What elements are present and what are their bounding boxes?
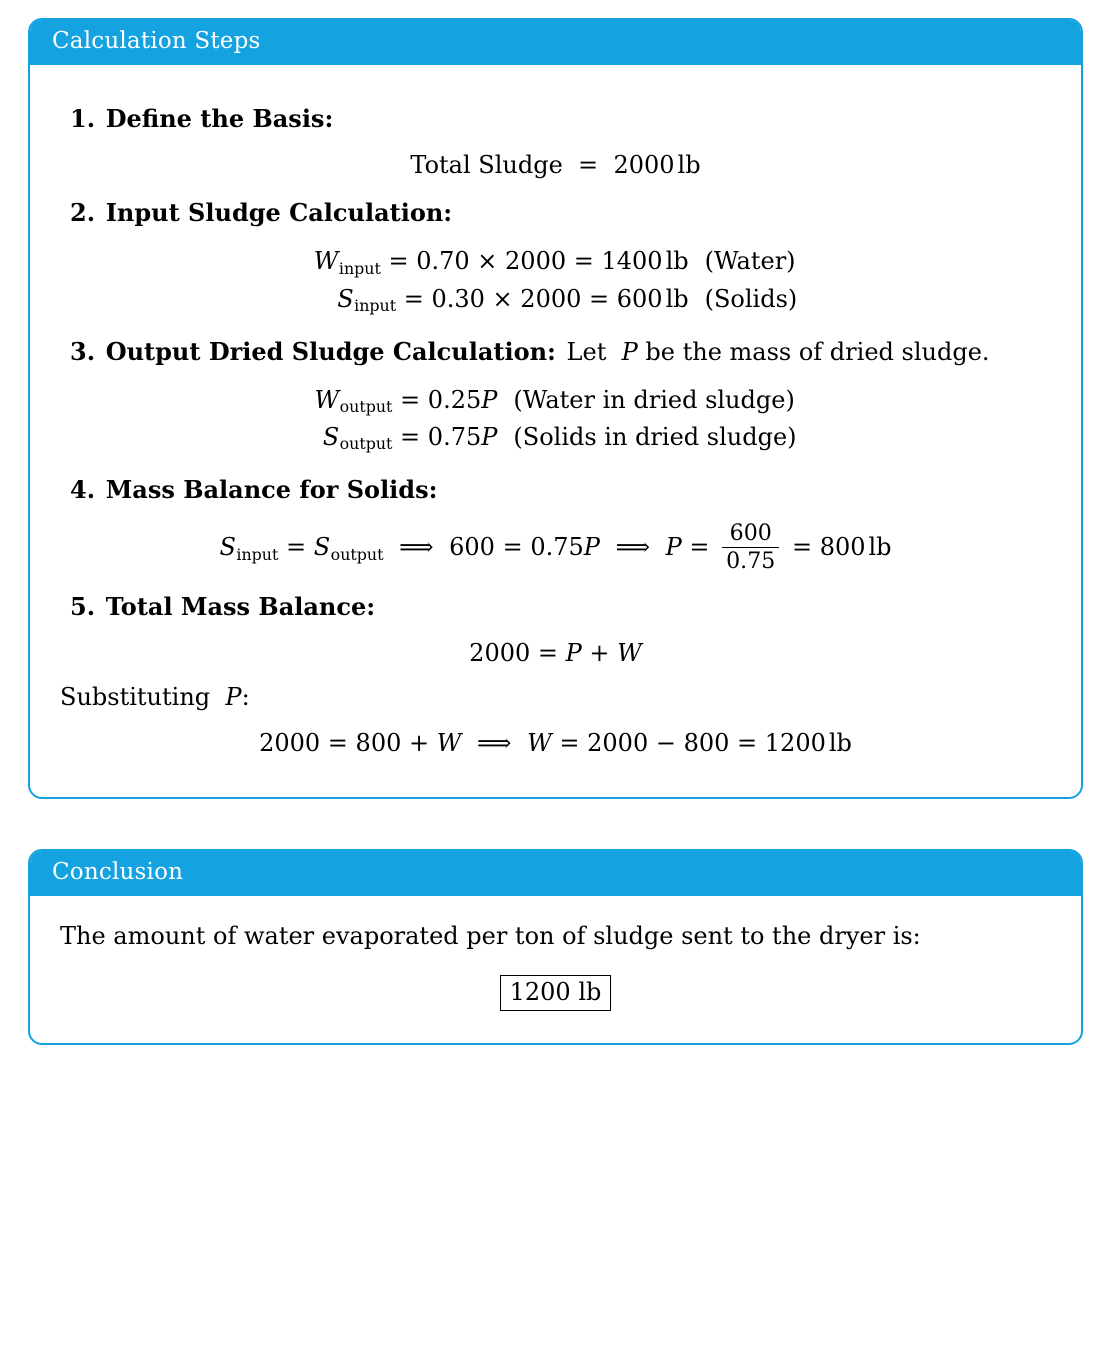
water-dried-tag: (Water in dried sludge): [513, 385, 795, 414]
implies-arrow-1: ⟹: [399, 533, 434, 562]
solids-input-value: 600: [616, 284, 663, 313]
step-4: [56, 474, 1055, 573]
conclusion-panel: [28, 849, 1083, 1045]
solids-dried-tag: (Solids in dried sludge): [513, 423, 797, 452]
step-2-equations: [56, 243, 1055, 317]
calculation-steps-header: Calculation Steps: [30, 20, 1081, 65]
water-output-equation: $W_{output} = 0.25P$: [314, 385, 498, 417]
unit-lb-2: lb: [665, 247, 689, 276]
total-sludge-value-2: 2000: [505, 247, 567, 276]
step-3-heading: [56, 336, 1055, 368]
total-sludge-value-4: 2000: [469, 639, 531, 668]
solids-fraction-input: 0.30: [431, 284, 485, 313]
solids-output-equation: $S_{output} = 0.75P$: [322, 423, 498, 454]
step-3-let-text: Let: [566, 337, 607, 366]
total-sludge-value-3: 2000: [520, 284, 582, 313]
step-2-number: 2.: [70, 198, 96, 228]
conclusion-header: Conclusion: [30, 851, 1081, 896]
step-5-equation: 2000 = P + W: [469, 639, 642, 668]
substituting-label: Substituting: [60, 683, 211, 712]
total-sludge-value-6: 2000: [587, 729, 649, 758]
dried-sludge-mass-2: 800: [355, 729, 402, 758]
substituting-note: Substituting P:: [60, 683, 250, 712]
step-2-heading: [56, 197, 1055, 229]
dried-sludge-mass: 800: [819, 533, 866, 562]
dried-sludge-mass-3: 800: [683, 729, 730, 758]
step-4-heading: [56, 474, 1055, 506]
total-sludge-value: 2000: [613, 151, 675, 180]
step-3-rest-text: be the mass of dried sludge.: [645, 337, 990, 366]
total-sludge-label: Total Sludge: [410, 151, 563, 180]
total-sludge-value-5: 2000: [259, 729, 321, 758]
step-1: [56, 103, 1055, 179]
step-5-heading: [56, 591, 1055, 623]
conclusion-answer-wrap: [56, 975, 1055, 1011]
step-1-heading: [56, 103, 1055, 135]
solids-fraction-output: 0.75: [427, 423, 482, 452]
water-input-value: 1400: [601, 247, 663, 276]
conclusion-text: The amount of water evaporated per ton of sludge sent to the dryer is:: [60, 922, 921, 951]
solids-tag: (Solids): [704, 284, 798, 313]
solids-fraction-output-2: 0.75: [530, 533, 584, 562]
conclusion-body: [30, 896, 1081, 1043]
solids-input-equation: $S_{input} = 0.30 \times 2000 = 600$ lb: [337, 284, 689, 315]
step-5-number: 5.: [70, 592, 96, 622]
fraction-numerator: 600: [729, 521, 772, 547]
step-2: [56, 197, 1055, 318]
unit-lb-4: lb: [868, 533, 892, 562]
step-1-number: 1.: [70, 104, 96, 133]
step-2-equation-rows: [314, 243, 798, 317]
step-1-equation: [56, 151, 1055, 179]
water-evaporated-value: 1200: [764, 729, 826, 758]
step-3: [56, 336, 1055, 457]
step-3-title: Output Dried Sludge Calculation:: [105, 336, 556, 366]
calculation-steps-body: [30, 65, 1081, 797]
water-tag: (Water): [704, 247, 796, 276]
step-4-number: 4.: [70, 475, 96, 505]
water-fraction-output: 0.25: [427, 385, 482, 414]
implies-arrow-2: ⟹: [615, 533, 650, 562]
unit-lb-3: lb: [665, 284, 689, 313]
calculation-steps-panel: [28, 18, 1083, 799]
answer-box: 1200 lb: [500, 975, 612, 1011]
equals-sign: =: [570, 151, 606, 180]
unit-lb-1: lb: [677, 151, 701, 180]
fraction-denominator: 0.75: [722, 547, 779, 573]
step-5: [56, 591, 1055, 757]
variable-p: P: [613, 337, 646, 366]
implies-arrow-3: ⟹: [477, 729, 512, 758]
step-3-equation-rows: [314, 382, 796, 456]
step-5-title: Total Mass Balance:: [105, 592, 376, 622]
step-2-title: Input Sludge Calculation:: [105, 198, 453, 228]
step-5-final-equation: 2000 = 800 + W ⟹ W = 2000 − 800 = 1200 lb: [259, 729, 852, 758]
step-3-number: 3.: [70, 336, 96, 366]
water-fraction-input: 0.70: [416, 247, 470, 276]
variable-p-2: P: [217, 683, 242, 712]
water-input-equation: $W_{input} = 0.70 \times 2000 = 1400$ lb: [313, 247, 689, 278]
fraction-600-over-075: [722, 522, 779, 573]
step-4-title: Mass Balance for Solids:: [105, 475, 438, 505]
unit-lb-5: lb: [828, 729, 852, 758]
step-4-equation: $S_{input} = S_{output}$ ⟹ 600 = 0.75P ⟹ P = $\frac{600}{0.75}$ = 800 lb: [219, 521, 892, 574]
step-3-equations: [56, 382, 1055, 456]
solids-input-value-2: 600: [449, 533, 495, 562]
step-1-title: Define the Basis:: [105, 104, 334, 133]
